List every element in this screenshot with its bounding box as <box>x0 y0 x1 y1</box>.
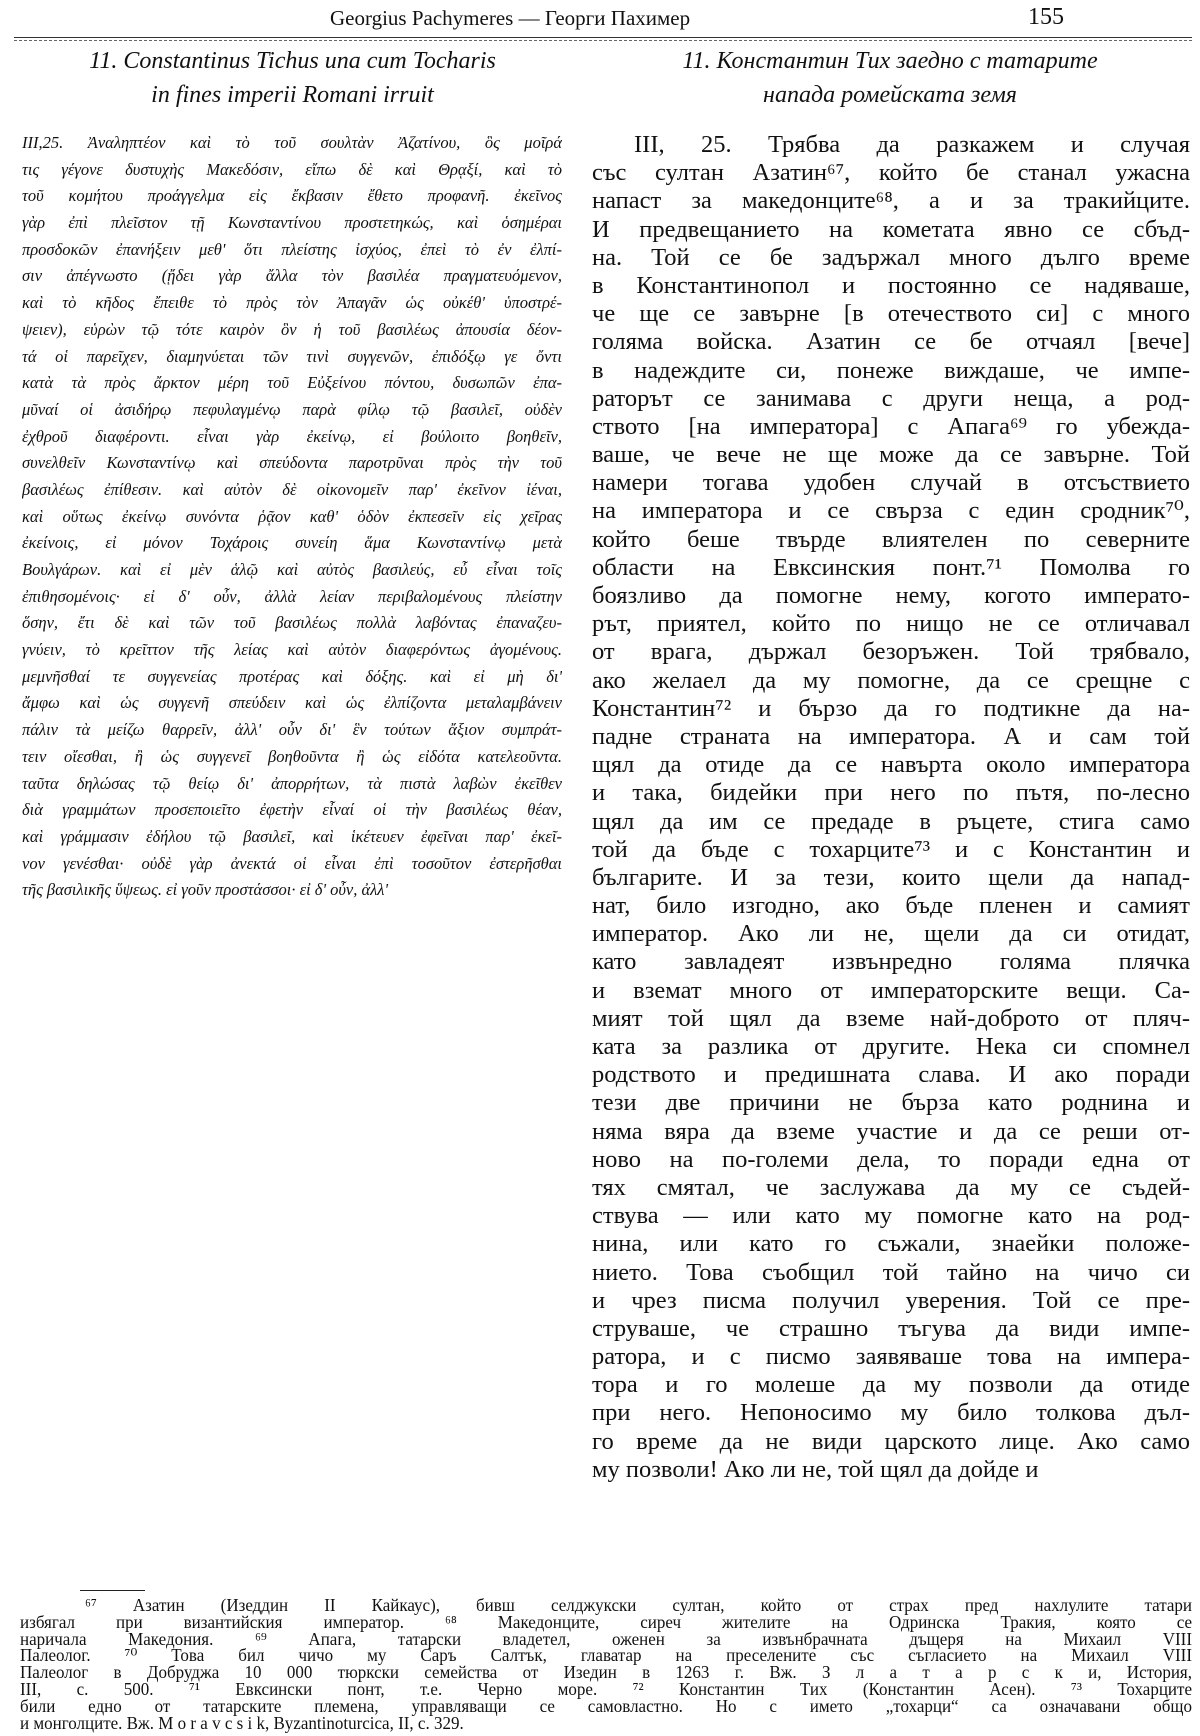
bulgarian-text-line: няма вяра да вземе участие и да се реши от- <box>592 1117 1190 1145</box>
greek-text-line: ἐκείνοις, εἰ μόνον Τοχάροις συνείη ἅμα Κωνσταντίνῳ μετὰ <box>22 533 562 553</box>
greek-text-line: τειν οἴεσθαι, ἢ ὡς συγγενεῖ βοηθοῦντα ἢ ὡς εἰδότα κατελεοῦντα. <box>22 746 562 766</box>
bulgarian-text-line: раторът се занимава с други неща, а род- <box>592 384 1190 412</box>
section-heading-latin <box>20 44 565 112</box>
bulgarian-text-line: българите. И за тези, които щели да напад- <box>592 863 1190 891</box>
header-rule <box>14 37 1192 41</box>
greek-text-line: ψειεν), εὑρὼν τῷ τότε καιρὸν ὃν ἡ τοῦ βασιλέως ἀπουσία δέον- <box>22 319 562 339</box>
bulgarian-text-line: със султан Азатин⁶⁷, който бе станал ужасна <box>592 159 1190 187</box>
heading-line: напада ромейската земя <box>763 82 1017 108</box>
greek-text-line: βασιλέως ἐπίθεσιν. καὶ αὐτὸν δὲ οἰκονομεῖν παρ' ἐκεῖνον ἰέναι, <box>22 479 562 499</box>
bulgarian-text-line: на императора и се свърза с един сродник⁷⁰, <box>592 497 1190 525</box>
bulgarian-text-line: на. Той се бе задържал много дълго време <box>592 243 1190 271</box>
greek-text-line: γὰρ ἐπὶ πλεῖστον τῇ Κωνσταντίνου προστετηκώς, καὶ ὁσημέραι <box>22 213 562 233</box>
greek-text-line: ἐχθροῦ διαφέροντι. εἶναι γὰρ ἐκείνῳ, εἰ βούλοιτο βοηθεῖν, <box>22 426 562 446</box>
bulgarian-text-line: като завладеят извънредно голяма плячка <box>592 948 1190 976</box>
bulgarian-text-line: области на Евксинския понт.⁷¹ Помолва го <box>592 553 1190 581</box>
footnote-line: били едно от татарските племена, управляващи се самовластно. Но с името „тохарци“ са означавани общо <box>20 1698 1192 1716</box>
greek-text-line: συνελθεῖν Κωνσταντίνῳ καὶ σπεύδοντα παροτρῦναι πρὸς τὴν τοῦ <box>22 453 562 473</box>
greek-text-line: μεμνῆσθαί τε συγγενείας προτέρας καὶ δόξης. καὶ εἰ μὴ δι' <box>22 666 562 686</box>
bulgarian-text-line: император. Ако ли не, щели да си отидат, <box>592 920 1190 948</box>
greek-text-line: καὶ τὸ κῆδος ἔπειθε τὸ πρὸς τὸν Ἀπαγᾶν ὡς οὐκέθ' ὑποστρέ- <box>22 293 562 313</box>
bulgarian-text-line: голяма войска. Азатин се бе отчаял [вече] <box>592 328 1190 356</box>
bulgarian-text-line: го време да не види царското лице. Ако само <box>592 1427 1190 1455</box>
greek-text-line: ὅσην, ἔτι δὲ καὶ τῶν τοῦ βασιλέως πολλὰ λαβόντας ἐπαναζευ- <box>22 613 562 633</box>
greek-text-line: κατὰ τὰ πρὸς ἄρκτον μέρη τοῦ Εὐξείνου πόντου, δυσωπῶν ἐπα- <box>22 373 562 393</box>
greek-text-line: Βουλγάρων. καὶ εἰ μὲν ἁλῷ καὶ αὐτὸς βασιλεύς, εὖ εἶναι τοῖς <box>22 560 562 579</box>
bulgarian-text-line: ствува — или като му помогне като на род- <box>592 1202 1190 1230</box>
bulgarian-text-line: напаст за македонците⁶⁸, а и за тракийците. <box>592 187 1190 215</box>
bulgarian-translation-column <box>592 131 1190 1484</box>
greek-text-line: προσδοκῶν ἐπανήξειν μεθ' ὅτι πλείστης ἰσχύος, ἐπεὶ τὸ ἐν ἐλπί- <box>22 239 562 259</box>
bulgarian-text-line: III, 25. Трябва да разкажем и случая <box>634 131 1190 158</box>
footnote-line: наричала Македония. ⁶⁹ Апага, татарски владетел, оженен за извънбрачната дъщеря на Михаил VIII <box>20 1631 1192 1649</box>
footnote-line: III, с. 500. ⁷¹ Евксински понт, т.е. Черно море. ⁷² Константин Тих (Константин Асен). ⁷³ Тохарците <box>20 1681 1192 1700</box>
section-heading-bulgarian <box>590 44 1190 112</box>
bulgarian-text-line: Константин⁷² и бързо да го подтикне да на- <box>592 694 1190 722</box>
bulgarian-text-line: тора и го молеше да му позволи да отиде <box>592 1371 1190 1399</box>
bulgarian-text-line: в Константинопол и постоянно се надяваше, <box>592 271 1190 299</box>
footnote-line: Палеолог. ⁷⁰ Това бил чичо му Саръ Салтък, главатар на преселените със съгласието на Михаил VIII <box>20 1647 1192 1666</box>
bulgarian-text-line: нат, било изгодно, ако бъде пленен и самият <box>592 892 1190 920</box>
bulgarian-text-line: че ще се завърне [в отечеството си] с много <box>592 300 1190 328</box>
footnote-line: ⁶⁷ Азатин (Изеддин II Кайкаус), бивш селджукски султан, който от страх пред нахлулите татари <box>85 1597 1192 1616</box>
greek-text-line: νον γενέσθαι· οὐδὲ γὰρ ἀνεκτά οἱ εἶναι ἐπὶ τοσοῦτον ἐστερῆσθαι <box>22 853 562 873</box>
greek-text-column <box>22 130 562 904</box>
bulgarian-text-line: рът, приятел, който по нищо не се отличавал <box>592 610 1190 638</box>
bulgarian-text-line: тях смятал, че заслужава да му се съдей- <box>592 1173 1190 1201</box>
bulgarian-text-line: щял да отиде да се навърта около императора <box>592 751 1190 779</box>
bulgarian-text-line: ново на по-големи дела, то поради една от <box>592 1145 1190 1173</box>
greek-text-line: σιν ἀπέγνωστο (ᾔδει γὰρ ἄλλα τὸν βασιλέα πραγματευόμενον, <box>22 266 562 286</box>
heading-line: 11. Константин Тих заедно с татарите <box>682 48 1098 74</box>
bulgarian-text-line: който беше твърде влиятелен по северните <box>592 525 1190 553</box>
bulgarian-text-line: щял да им се предаде в ръцете, стига само <box>592 807 1190 835</box>
bulgarian-text-line: падне страната на императора. А и сам той <box>592 722 1190 750</box>
greek-text-line: τά οἱ παρεῖχεν, διαμηνύεται τῶν τινὶ συγγενῶν, ἐπιδόξῳ γε ὄντι <box>22 346 562 366</box>
bulgarian-text-line: ството [на императора] с Апага⁶⁹ го убежда- <box>592 412 1190 440</box>
heading-line: in fines imperii Romani irruit <box>151 82 434 108</box>
bulgarian-text-line: нието. Това съобщил той тайно на чичо си <box>592 1258 1190 1286</box>
running-head <box>0 4 1200 38</box>
bulgarian-text-line: ако желаел да му помогне, да се срещне с <box>592 666 1190 694</box>
bulgarian-text-line: му позволи! Ако ли не, той щял да дойде и <box>592 1455 1039 1483</box>
bulgarian-text-line: при него. Непоносимо му било толкова дъл- <box>592 1399 1190 1427</box>
greek-text-line: καὶ οὕτως ἐκείνῳ συνόντα ῥᾷον καθ' ὁδὸν ἐκπεσεῖν εἰς χεῖρας <box>22 506 562 526</box>
bulgarian-text-line: мият той щял да вземе най-доброто от пляч- <box>592 1004 1190 1032</box>
greek-text-line: τις γέγονε δυστυχὴς Μακεδόσιν, εἴπω δὲ καὶ Θρᾳξί, καὶ τὸ <box>22 159 562 179</box>
bulgarian-text-line: И предвещанието на кометата явно се сбъд- <box>592 215 1190 243</box>
footnote-line: избягал при византийския император. ⁶⁸ Македонците, сиреч жителите на Одринска Тракия, която се <box>20 1614 1192 1633</box>
bulgarian-text-line: и вземат много от императорските вещи. Са- <box>592 976 1190 1004</box>
bulgarian-text-line: тези две причини не бърза като роднина и <box>592 1089 1190 1117</box>
bulgarian-text-line: родството и предишната слава. И ако поради <box>592 1061 1190 1089</box>
footnote-line: Палеолог в Добруджа 10 000 тюркски семейства от Изедин в 1263 г. Вж. З л а т а р с к и, История, <box>20 1664 1192 1683</box>
bulgarian-text-line: в надеждите си, понеже виждаше, че импе- <box>592 356 1190 384</box>
bulgarian-text-line: и така, бидейки при него по пътя, по-лесно <box>592 779 1190 807</box>
footnote-line: и монголците. Вж. M o r a v c s i k, Byzantinoturcica, II, с. 329. <box>20 1715 464 1733</box>
bulgarian-text-line: струваше, че страшно тъгува да види импе- <box>592 1314 1190 1342</box>
greek-text-line: διὰ γραμμάτων προσεποιεῖτο ἐφετὴν εἶναί οἱ τὴν βασιλέως θέαν, <box>22 800 562 820</box>
bulgarian-text-line: ката за разлика от другите. Нека си спомнел <box>592 1033 1190 1060</box>
greek-text-line: ταῦτα δηλώσας τῷ θείῳ δι' ἀπορρήτων, τὰ πιστὰ λαβὼν ἐκεῖθεν <box>22 773 562 793</box>
greek-text-line: πάλιν τὰ μείζω θαρρεῖν, ἀλλ' οὖν δι' ἓν τούτων ἄξιον συμπράτ- <box>22 720 562 740</box>
greek-text-line: γνύειν, τὸ κρεῖττον τῆς λείας καὶ αὐτὸν διαφερόντως ἀγομένους. <box>22 640 562 660</box>
greek-text-line: τῆς βασιλικῆς ὕψεως. εἰ γοῦν προστάσσοι· εἰ δ' οὖν, ἀλλ' <box>22 880 388 900</box>
bulgarian-text-line: боязливо да помогне нему, когото императо- <box>592 582 1190 609</box>
bulgarian-text-line: ваше, че вече не ще може да се завърне. Той <box>592 441 1190 469</box>
page-number: 155 <box>1028 4 1064 30</box>
bulgarian-text-line: и чрез писма получил уверения. Той се пре- <box>592 1286 1190 1314</box>
footnote-rule <box>80 1590 145 1591</box>
greek-text-line: ἐπιθησομένοις· εἰ δ' οὖν, ἀλλὰ λείαν περιβαλομένους πλείστην <box>22 586 562 606</box>
bulgarian-text-line: той да бъде с тохарците⁷³ и с Константин и <box>592 835 1190 863</box>
greek-text-line: μῦναί οἱ ἀσιδήρῳ πεφυλαγμένῳ παρὰ φίλῳ τῷ βασιλεῖ, οὐδὲν <box>22 399 562 419</box>
running-title: Georgius Pachymeres — Георги Пахимер <box>330 6 691 30</box>
greek-text-line: III,25. Ἀναληπτέον καὶ τὸ τοῦ σουλτὰν Ἀζατίνου, ὃς μοῖρά <box>22 133 562 152</box>
greek-text-line: τοῦ κομήτου προάγγελμα εἰς ἔκβασιν ἔθετο προφανῆ. ἐκεῖνος <box>22 186 562 206</box>
bulgarian-text-line: от врага, държал безоръжен. Той трябвало, <box>592 638 1190 666</box>
bulgarian-text-line: ратора, и с писмо заявяваше това на импера- <box>592 1343 1190 1371</box>
greek-text-line: ἄμφω καὶ ὡς συγγενῆ σπεύδειν καὶ ὡς ἐλπίζοντα μεταλαμβάνειν <box>22 693 562 713</box>
heading-line: 11. Constantinus Tichus una cum Tocharis <box>89 48 496 74</box>
greek-text-line: καὶ γράμμασιν ἐδήλου τῷ βασιλεῖ, καὶ ἱκέτευεν ἐφεῖναι παρ' ἐκεῖ- <box>22 826 562 846</box>
bulgarian-text-line: намери тогава удобен случай в отсъствието <box>592 469 1190 497</box>
footnotes <box>20 1598 1192 1732</box>
bulgarian-text-line: нина, или като го съжали, знаейки положе- <box>592 1230 1190 1258</box>
